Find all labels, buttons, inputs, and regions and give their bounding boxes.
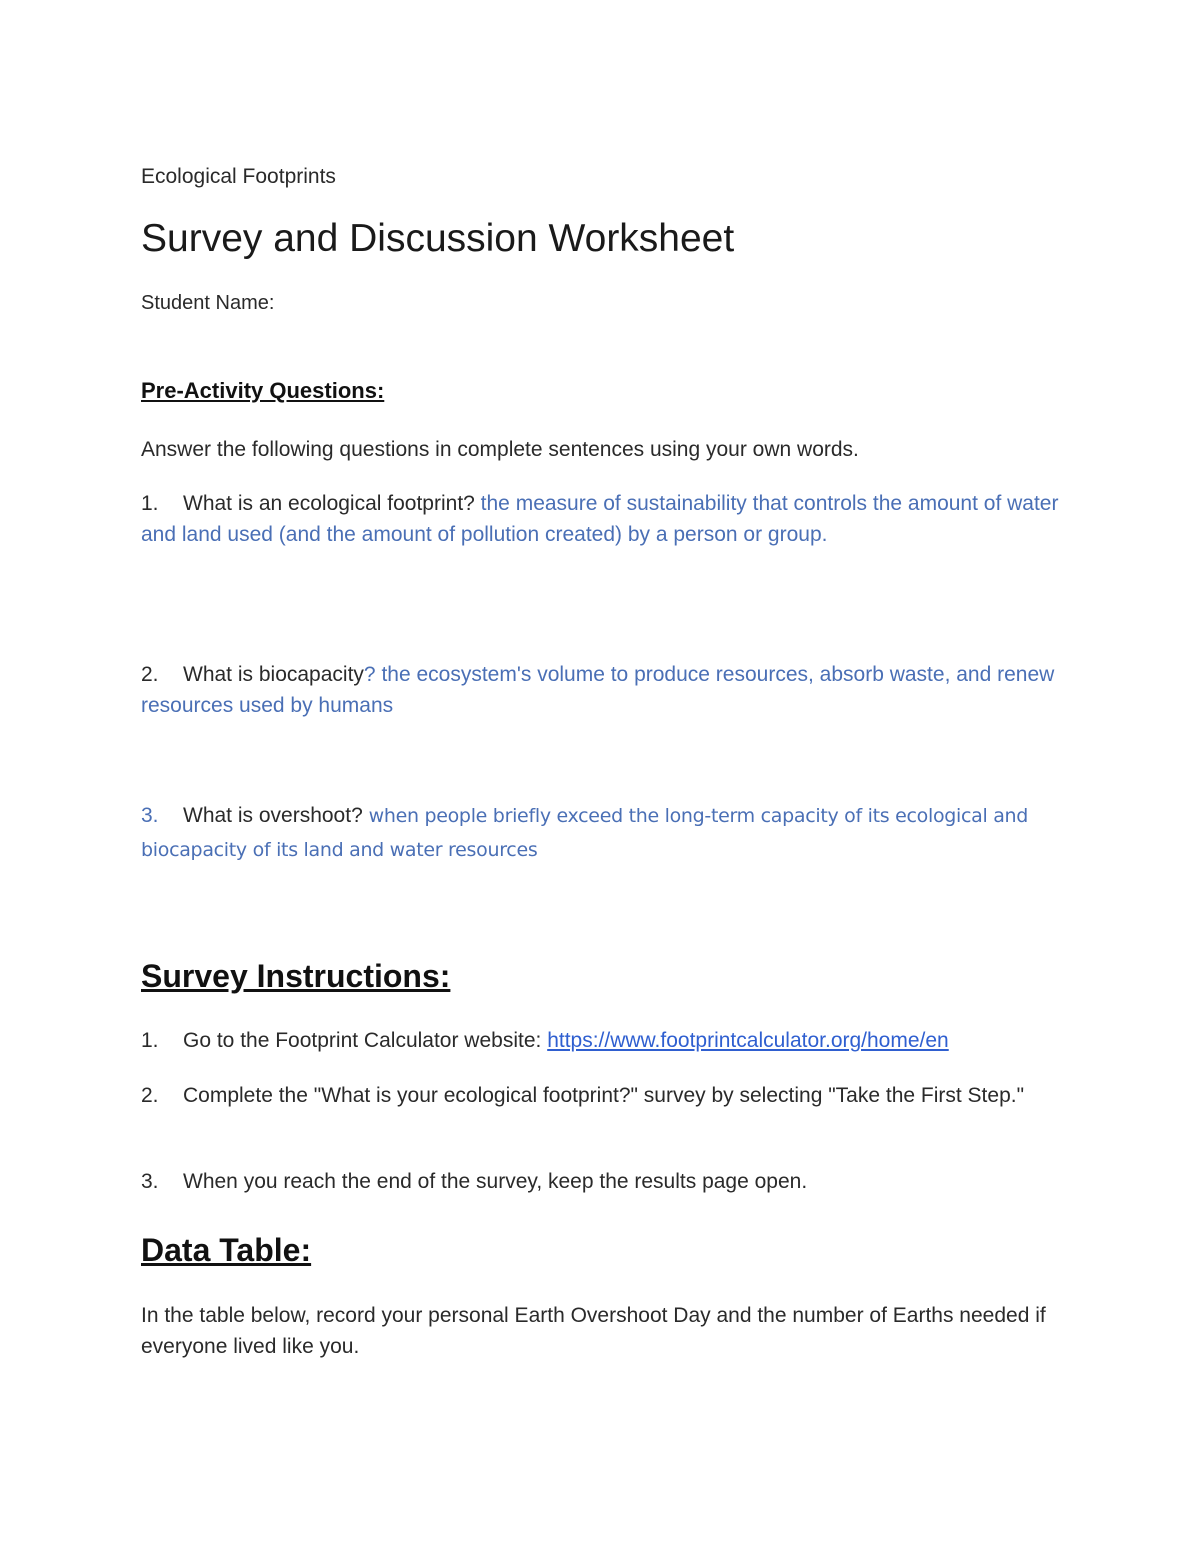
step-text: Complete the "What is your ecological footprint?" survey by selecting "Take the First Step." [183,1084,1025,1107]
data-table-instructions: In the table below, record your personal Earth Overshoot Day and the number of Earths needed if everyone lived like you. [141,1304,1046,1358]
survey-step-2 [141,1080,1061,1111]
step-number: 1. [141,1029,159,1052]
question-mark: ? [363,663,376,686]
answer-text: the ecosystem's volume to produce resources, absorb waste, and renew resources used by humans [141,663,1055,717]
step-text: When you reach the end of the survey, keep the results page open. [183,1170,808,1193]
question-1 [141,488,1061,550]
data-table-heading: Data Table: [141,1232,312,1268]
step-text: Go to the Footprint Calculator website: [183,1029,548,1052]
question-number: 1. [141,492,159,515]
question-3 [141,799,1061,867]
pre-activity-instructions: Answer the following questions in complete sentences using your own words. [141,438,859,461]
survey-step-1 [141,1025,1061,1056]
step-number: 2. [141,1084,159,1107]
pre-activity-heading: Pre-Activity Questions: [141,378,385,403]
survey-instructions-heading: Survey Instructions: [141,958,451,994]
document-subtitle: Ecological Footprints [141,165,336,188]
survey-step-3 [141,1166,1061,1197]
footprint-calculator-link[interactable]: https://www.footprintcalculator.org/home/en [547,1029,949,1052]
answer-text: when people briefly exceed the long-term capacity of its ecological and biocapacity of its land and water resources [141,805,1029,861]
question-text: What is biocapacity [183,663,364,686]
question-text: What is an ecological footprint? [183,492,475,515]
question-text: What is overshoot? [183,804,363,827]
question-number: 3. [141,804,159,827]
student-name-label: Student Name: [141,292,275,314]
question-2 [141,659,1061,721]
answer-text: the measure of sustainability that controls the amount of water and land used (and the amount of pollution created) by a person or group. [141,492,1059,546]
question-number: 2. [141,663,159,686]
page-title: Survey and Discussion Worksheet [141,217,735,260]
step-number: 3. [141,1170,159,1193]
